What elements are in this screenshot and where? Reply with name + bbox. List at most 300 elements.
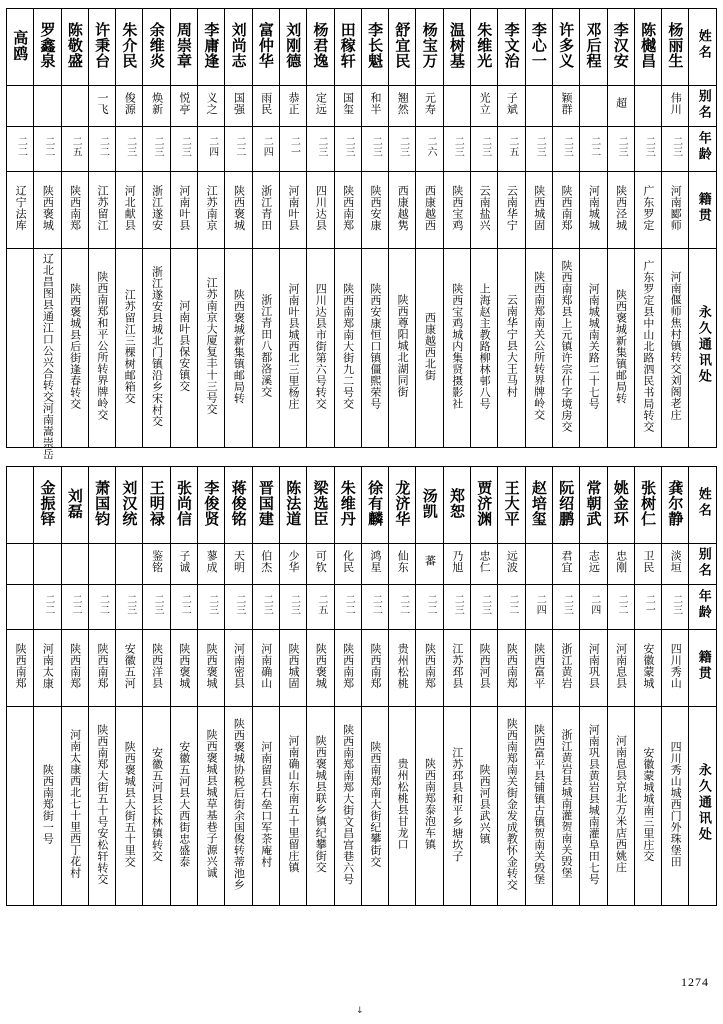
name-text: 李心一 — [529, 21, 548, 69]
cell-address — [525, 249, 552, 448]
address-text: 陕西尊阳城北湖同街 — [396, 294, 410, 398]
address-text: 河南叶县保安镇交 — [177, 300, 191, 392]
origin-text: 河南密县 — [232, 643, 246, 689]
header-address — [689, 707, 717, 906]
cell-origin — [225, 172, 252, 249]
origin-text: 西康越西 — [423, 185, 437, 231]
address-text: 浙江遂安县城北门镇沿乡宋村交 — [150, 265, 164, 427]
address-text: 江苏留江三棵树邮箱交 — [123, 288, 137, 404]
cell-alias — [252, 86, 279, 127]
cell-origin — [198, 630, 225, 707]
age-text: 二六 — [425, 135, 436, 157]
age-text: 二三 — [179, 135, 191, 157]
name-text: 温树基 — [447, 21, 466, 69]
address-text: 安徽蒙城城南三里庄交 — [641, 746, 655, 862]
cell-alias — [471, 544, 498, 585]
cell-address — [389, 707, 416, 906]
cell-alias — [170, 544, 197, 585]
name-text: 姚金环 — [611, 479, 630, 527]
cell-address — [7, 249, 34, 448]
cell-address — [252, 707, 279, 906]
name-text: 李长魁 — [366, 21, 385, 69]
origin-text: 陕西南郑 — [423, 643, 437, 689]
cell-origin — [416, 172, 443, 249]
cell-address — [252, 249, 279, 448]
header-alias — [689, 544, 717, 585]
cell-origin — [607, 630, 634, 707]
origin-text: 四川达县 — [314, 185, 328, 231]
alias-text: 鉴铭 — [150, 549, 164, 573]
cell-alias — [552, 86, 579, 127]
name-text: 杨丽生 — [666, 21, 685, 69]
cell-alias — [143, 544, 170, 585]
age-text: 二三 — [124, 135, 136, 157]
name-text: 刘汉统 — [120, 479, 139, 527]
cell-alias — [198, 86, 225, 127]
cell-age — [225, 127, 252, 172]
address-text: 河南叶县城西北三里杨庄 — [286, 282, 300, 410]
name-text: 李文治 — [502, 21, 521, 69]
cell-alias — [580, 544, 607, 585]
alias-text: 君宜 — [560, 549, 574, 573]
cell-origin — [61, 172, 88, 249]
cell-alias — [580, 86, 607, 127]
cell-origin — [525, 630, 552, 707]
cell-origin — [389, 630, 416, 707]
cell-address — [170, 249, 197, 448]
cell-origin — [7, 172, 34, 249]
cell-address — [88, 249, 115, 448]
origin-text: 陕西南郑 — [95, 643, 109, 689]
cell-alias — [634, 544, 661, 585]
origin-text: 陕西宝鸡 — [450, 185, 464, 231]
alias-text: 和半 — [368, 91, 382, 115]
cell-age — [279, 127, 306, 172]
name-row-1 — [7, 9, 717, 86]
alias-text: 俊源 — [123, 91, 137, 115]
name-text: 刘刚德 — [284, 21, 303, 69]
name-text: 余维炎 — [147, 21, 166, 69]
cell-alias — [498, 86, 525, 127]
cell-origin — [416, 630, 443, 707]
name-text: 汤凯 — [420, 487, 439, 519]
cell-address — [389, 249, 416, 448]
cell-age — [361, 127, 388, 172]
cell-alias — [607, 544, 634, 585]
address-text: 陕西南郑大街五十号安松轩转交 — [95, 723, 109, 885]
origin-text: 陕西南郑 — [68, 185, 82, 231]
cell-origin — [552, 630, 579, 707]
cell-age — [662, 127, 689, 172]
cell-name — [662, 9, 689, 86]
origin-text: 辽宁法库 — [14, 185, 28, 231]
cell-origin — [7, 630, 34, 707]
cell-address — [88, 707, 115, 906]
cell-origin — [634, 630, 661, 707]
address-text: 陕西褒城新集镇邮局转 — [614, 288, 628, 404]
name-text: 郑恕 — [447, 487, 466, 519]
footer-mark: ↓ — [356, 1006, 364, 1016]
cell-name — [471, 9, 498, 86]
origin-text: 四川秀山 — [669, 643, 683, 689]
header-origin — [689, 630, 717, 707]
origin-text: 河南郾师 — [669, 185, 683, 231]
cell-address — [170, 707, 197, 906]
cell-address — [143, 249, 170, 448]
address-text: 四川秀山城西门外珠堡田 — [669, 740, 683, 868]
roster-table-block-1 — [6, 8, 717, 460]
origin-text: 陕西南郑 — [341, 185, 355, 231]
cell-origin — [361, 172, 388, 249]
name-text: 朱维丹 — [338, 479, 357, 527]
cell-age — [525, 127, 552, 172]
cell-address — [498, 707, 525, 906]
address-text: 河南巩县黄岩县城南灌阜田七号 — [587, 723, 601, 885]
cell-alias — [143, 86, 170, 127]
address-text: 河南太康西北七十里西丁花村 — [68, 729, 82, 879]
cell-age — [552, 585, 579, 630]
cell-alias — [361, 544, 388, 585]
cell-name — [307, 467, 334, 544]
header-age-text: 年龄 — [695, 589, 711, 621]
header-age — [689, 585, 717, 630]
cell-address — [361, 249, 388, 448]
age-text: 二五 — [70, 135, 82, 157]
age-text: 二二 — [42, 135, 54, 157]
cell-origin — [225, 630, 252, 707]
cell-address — [116, 249, 143, 448]
origin-text: 江苏留江 — [95, 185, 109, 231]
cell-address — [416, 707, 443, 906]
cell-origin — [471, 630, 498, 707]
cell-age — [279, 585, 306, 630]
age-text: 二三 — [315, 135, 327, 157]
origin-text: 河南叶县 — [287, 185, 301, 231]
age-text: 二三 — [233, 593, 245, 615]
address-text: 陕西南郑南关街金发成教怀金转交 — [505, 717, 519, 891]
age-text: 二二 — [15, 135, 27, 157]
cell-name — [334, 467, 361, 544]
cell-age — [334, 585, 361, 630]
cell-origin — [116, 630, 143, 707]
origin-text: 陕西安康 — [368, 185, 382, 231]
cell-age — [252, 585, 279, 630]
cell-age — [7, 585, 34, 630]
cell-address — [61, 707, 88, 906]
cell-name — [471, 467, 498, 544]
cell-name — [416, 9, 443, 86]
cell-name — [34, 9, 61, 86]
cell-name — [198, 9, 225, 86]
name-text: 田稼轩 — [338, 21, 357, 69]
age-text: 二三 — [616, 135, 628, 157]
origin-text: 河南确山 — [259, 643, 273, 689]
age-text: 二二 — [425, 593, 436, 615]
address-text: 陕西褒城县联乡镇纪攀街交 — [314, 735, 328, 873]
address-text: 陕西南郑南大街纪攀街交 — [368, 740, 382, 868]
cell-name — [607, 9, 634, 86]
cell-name — [252, 9, 279, 86]
origin-text: 广东罗定 — [641, 185, 655, 231]
cell-age — [61, 585, 88, 630]
cell-name — [634, 467, 661, 544]
cell-name — [361, 467, 388, 544]
name-text: 李俊贤 — [202, 479, 221, 527]
alias-text: 伯杰 — [259, 549, 273, 573]
cell-alias — [498, 544, 525, 585]
alias-text: 伟川 — [669, 91, 683, 115]
origin-text: 江苏邳县 — [450, 643, 464, 689]
alias-text: 元寿 — [423, 91, 437, 115]
cell-alias — [662, 86, 689, 127]
name-text: 龙济华 — [393, 479, 412, 527]
cell-alias — [525, 544, 552, 585]
cell-address — [116, 707, 143, 906]
origin-text: 河南城城 — [587, 185, 601, 231]
alias-text: 远波 — [505, 549, 519, 573]
cell-age — [607, 585, 634, 630]
cell-name — [443, 9, 470, 86]
cell-name — [170, 9, 197, 86]
header-alias — [689, 86, 717, 127]
cell-address — [225, 707, 252, 906]
address-text: 陕西褒城县大街五十里交 — [123, 740, 137, 868]
alias-text: 蓼成 — [205, 549, 219, 573]
cell-origin — [580, 630, 607, 707]
cell-alias — [61, 544, 88, 585]
cell-age — [471, 585, 498, 630]
cell-address — [552, 707, 579, 906]
cell-age — [7, 127, 34, 172]
cell-origin — [443, 630, 470, 707]
header-name-text: 姓名 — [695, 29, 711, 61]
name-text: 贾济渊 — [475, 479, 494, 527]
alias-text: 天明 — [232, 549, 246, 573]
cell-name — [88, 9, 115, 86]
name-text: 许秉台 — [93, 21, 112, 69]
age-text: 二三 — [397, 135, 409, 157]
origin-text: 陕西南郑 — [505, 643, 519, 689]
name-text: 李汉安 — [611, 21, 630, 69]
cell-name — [307, 9, 334, 86]
page-number: 1274 — [681, 975, 709, 989]
address-text: 陕西南郑南郑大街文昌宫巷六号 — [341, 723, 355, 885]
address-text: 广东罗定县中山北路泗民书局转交 — [641, 259, 655, 433]
cell-alias — [443, 86, 470, 127]
name-text: 陈法道 — [284, 479, 303, 527]
cell-alias — [88, 544, 115, 585]
cell-origin — [170, 172, 197, 249]
name-text: 张树仁 — [639, 479, 658, 527]
cell-age — [498, 585, 525, 630]
cell-age — [307, 127, 334, 172]
cell-name — [61, 467, 88, 544]
address-text: 河南息县京北万米店西姚庄 — [614, 735, 628, 873]
name-text: 陈樾昌 — [639, 21, 658, 69]
cell-alias — [34, 86, 61, 127]
origin-text: 河北献县 — [123, 185, 137, 231]
name-text: 梁选臣 — [311, 479, 330, 527]
cell-address — [361, 707, 388, 906]
address-text: 西康越西北街 — [423, 311, 437, 381]
address-text: 陕西褒城县城草基巷子源兴诚 — [205, 729, 219, 879]
cell-name — [389, 467, 416, 544]
address-text: 陕西安康恒口镇僵熙荣号 — [368, 282, 382, 410]
cell-name — [498, 9, 525, 86]
cell-age — [662, 585, 689, 630]
cell-origin — [307, 172, 334, 249]
name-text: 刘尚志 — [229, 21, 248, 69]
origin-text: 陕西南郑 — [14, 643, 28, 689]
name-text: 周崇章 — [175, 21, 194, 69]
name-text: 张尚信 — [175, 479, 194, 527]
cell-alias — [116, 544, 143, 585]
address-text: 贵州松桃县甘龙口 — [396, 758, 410, 850]
address-text: 四川达县市街第六号转交 — [314, 282, 328, 410]
address-text: 浙江黄岩县城南灌贺南关毁堡 — [559, 729, 573, 879]
cell-origin — [143, 172, 170, 249]
address-text: 河南偃师焦村镇转交刘阁老庄 — [669, 271, 683, 421]
cell-age — [34, 585, 61, 630]
cell-age — [634, 585, 661, 630]
header-address-text: 永久通讯处 — [695, 763, 711, 843]
origin-text: 陕西褒城 — [177, 643, 191, 689]
cell-age — [143, 585, 170, 630]
name-text: 舒宜民 — [393, 21, 412, 69]
cell-alias — [61, 86, 88, 127]
alias-text: 卫民 — [641, 549, 655, 573]
address-text: 江苏南京大厦复丰十三号交 — [205, 277, 219, 415]
cell-origin — [279, 630, 306, 707]
origin-text: 河南叶县 — [177, 185, 191, 231]
age-text: 二二 — [343, 593, 355, 615]
origin-text: 陕西南郑 — [68, 643, 82, 689]
cell-origin — [607, 172, 634, 249]
origin-text: 陕西城固 — [287, 643, 301, 689]
cell-origin — [498, 630, 525, 707]
alias-text: 翘然 — [396, 91, 410, 115]
roster-table-block-2 — [6, 466, 717, 906]
header-name — [689, 9, 717, 86]
age-text: 二三 — [206, 593, 218, 615]
age-text: 二三 — [288, 593, 300, 615]
age-text: 二二 — [233, 135, 245, 157]
cell-alias — [279, 544, 306, 585]
alias-text: 颖群 — [560, 91, 574, 115]
cell-alias — [307, 544, 334, 585]
name-text: 许多义 — [557, 21, 576, 69]
alias-text: 可钦 — [314, 549, 328, 573]
age-text: 二二 — [370, 593, 382, 615]
address-text: 陕西南郑泰泡车镇 — [423, 758, 437, 850]
cell-address — [225, 249, 252, 448]
alias-text: 焕新 — [150, 91, 164, 115]
alias-text: 国强 — [232, 91, 246, 115]
cell-address — [580, 707, 607, 906]
origin-text: 贵州松桃 — [396, 643, 410, 689]
cell-age — [252, 127, 279, 172]
cell-alias — [225, 86, 252, 127]
cell-origin — [580, 172, 607, 249]
cell-name — [361, 9, 388, 86]
header-alias-text: 别名 — [695, 547, 711, 579]
cell-age — [498, 127, 525, 172]
cell-origin — [389, 172, 416, 249]
cell-alias — [198, 544, 225, 585]
header-alias-text: 别名 — [695, 89, 711, 121]
age-text: 二三 — [152, 135, 164, 157]
origin-text: 陕西洋县 — [150, 643, 164, 689]
cell-alias — [7, 544, 34, 585]
origin-text: 安徽蒙城 — [641, 643, 655, 689]
cell-alias — [334, 86, 361, 127]
cell-origin — [307, 630, 334, 707]
cell-age — [116, 127, 143, 172]
address-text: 陕西褒城县后街逢春转交 — [68, 282, 82, 410]
cell-age — [307, 585, 334, 630]
origin-text: 云南华宁 — [505, 185, 519, 231]
address-text: 上海赵主教路柳林邨八号 — [478, 282, 492, 410]
alias-text: 子诚 — [177, 549, 191, 573]
address-text: 陕西宝鸡城内集贤摄影社 — [450, 282, 464, 410]
cell-name — [662, 467, 689, 544]
name-text: 金振铎 — [38, 479, 57, 527]
age-text: 二三 — [124, 593, 136, 615]
cell-address — [334, 249, 361, 448]
cell-age — [170, 127, 197, 172]
cell-alias — [252, 544, 279, 585]
cell-name — [389, 9, 416, 86]
header-origin — [689, 172, 717, 249]
age-row-1 — [7, 127, 717, 172]
alias-row-2 — [7, 544, 717, 585]
origin-text: 陕西褒城 — [41, 185, 55, 231]
cell-age — [389, 127, 416, 172]
cell-address — [471, 707, 498, 906]
address-text: 陕西褒城新集镇邮局转 — [232, 288, 246, 404]
name-text: 王明禄 — [147, 479, 166, 527]
age-text: 二一 — [643, 593, 655, 615]
cell-age — [580, 585, 607, 630]
cell-address — [662, 249, 689, 448]
cell-age — [416, 127, 443, 172]
cell-alias — [634, 86, 661, 127]
cell-origin — [116, 172, 143, 249]
header-age — [689, 127, 717, 172]
age-text: 二二 — [97, 593, 109, 615]
address-text: 陕西南郑南大街九二号交 — [341, 282, 355, 410]
cell-origin — [498, 172, 525, 249]
cell-address — [634, 249, 661, 448]
address-text: 浙江青田八都洛溪交 — [259, 294, 273, 398]
header-origin-text: 籍贯 — [695, 192, 711, 224]
name-text: 徐有麟 — [366, 479, 385, 527]
cell-alias — [416, 86, 443, 127]
cell-age — [61, 127, 88, 172]
alias-text: 忠仁 — [478, 549, 492, 573]
origin-text: 安徽五河 — [123, 643, 137, 689]
cell-age — [88, 585, 115, 630]
name-text: 富仲华 — [256, 21, 275, 69]
alias-text: 国玺 — [341, 91, 355, 115]
cell-name — [170, 467, 197, 544]
cell-name — [225, 467, 252, 544]
cell-origin — [471, 172, 498, 249]
address-row-2 — [7, 707, 717, 906]
origin-text: 陕西泾城 — [614, 185, 628, 231]
origin-text: 陕西南郑 — [341, 643, 355, 689]
cell-age — [607, 127, 634, 172]
